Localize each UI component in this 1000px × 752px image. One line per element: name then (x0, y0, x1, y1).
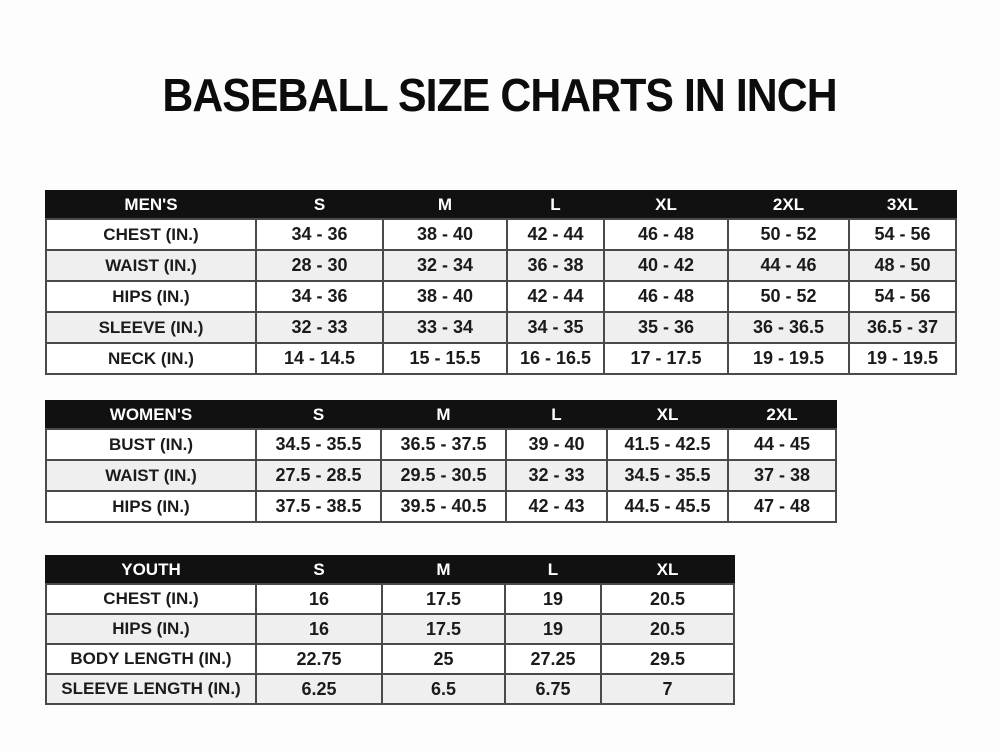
row-label: BUST (IN.) (46, 429, 256, 460)
size-value: 28 - 30 (256, 250, 383, 281)
table-row (46, 281, 956, 312)
size-value: 33 - 34 (383, 312, 507, 343)
size-value: 46 - 48 (604, 281, 728, 312)
size-value: 22.75 (256, 644, 382, 674)
size-value: 20.5 (601, 614, 734, 644)
row-label: CHEST (IN.) (46, 584, 256, 614)
row-label: SLEEVE LENGTH (IN.) (46, 674, 256, 704)
table-row (46, 644, 734, 674)
youth-size-header-l: L (505, 556, 601, 584)
size-value: 32 - 34 (383, 250, 507, 281)
size-value: 6.25 (256, 674, 382, 704)
row-label: CHEST (IN.) (46, 219, 256, 250)
size-value: 40 - 42 (604, 250, 728, 281)
mens-size-header-3xl: 3XL (849, 191, 956, 219)
mens-size-header-m: M (383, 191, 507, 219)
mens-header-row (46, 191, 956, 219)
table-row (46, 250, 956, 281)
youth-size-table (45, 555, 735, 705)
size-value: 7 (601, 674, 734, 704)
size-value: 16 (256, 584, 382, 614)
row-label: WAIST (IN.) (46, 460, 256, 491)
size-value: 42 - 43 (506, 491, 607, 522)
size-value: 36.5 - 37 (849, 312, 956, 343)
size-value: 25 (382, 644, 505, 674)
youth-size-header-s: S (256, 556, 382, 584)
size-value: 36.5 - 37.5 (381, 429, 506, 460)
size-value: 29.5 (601, 644, 734, 674)
size-value: 38 - 40 (383, 219, 507, 250)
table-row (46, 614, 734, 644)
size-value: 29.5 - 30.5 (381, 460, 506, 491)
table-row (46, 219, 956, 250)
size-value: 6.5 (382, 674, 505, 704)
size-value: 36 - 38 (507, 250, 604, 281)
table-row (46, 584, 734, 614)
size-value: 16 - 16.5 (507, 343, 604, 374)
row-label: HIPS (IN.) (46, 614, 256, 644)
size-value: 39 - 40 (506, 429, 607, 460)
size-value: 47 - 48 (728, 491, 836, 522)
size-value: 42 - 44 (507, 281, 604, 312)
size-value: 44.5 - 45.5 (607, 491, 728, 522)
size-value: 19 - 19.5 (728, 343, 849, 374)
size-value: 19 (505, 584, 601, 614)
size-value: 48 - 50 (849, 250, 956, 281)
womens-group-label: WOMEN'S (46, 401, 256, 429)
size-value: 50 - 52 (728, 219, 849, 250)
womens-size-header-l: L (506, 401, 607, 429)
size-value: 46 - 48 (604, 219, 728, 250)
page-title-wrap (0, 68, 1000, 122)
size-value: 27.25 (505, 644, 601, 674)
womens-header-row (46, 401, 836, 429)
size-value: 38 - 40 (383, 281, 507, 312)
table-row (46, 674, 734, 704)
size-value: 20.5 (601, 584, 734, 614)
table-row (46, 312, 956, 343)
table-row (46, 491, 836, 522)
youth-size-header-xl: XL (601, 556, 734, 584)
size-value: 19 (505, 614, 601, 644)
table-row (46, 460, 836, 491)
size-value: 34.5 - 35.5 (607, 460, 728, 491)
size-value: 34 - 36 (256, 219, 383, 250)
size-value: 54 - 56 (849, 281, 956, 312)
page-title: BASEBALL SIZE CHARTS IN INCH (162, 69, 838, 121)
size-value: 27.5 - 28.5 (256, 460, 381, 491)
mens-size-header-s: S (256, 191, 383, 219)
size-value: 37 - 38 (728, 460, 836, 491)
size-value: 17.5 (382, 614, 505, 644)
row-label: SLEEVE (IN.) (46, 312, 256, 343)
table-row (46, 343, 956, 374)
youth-group-label: YOUTH (46, 556, 256, 584)
size-value: 14 - 14.5 (256, 343, 383, 374)
womens-size-table (45, 400, 837, 523)
size-value: 50 - 52 (728, 281, 849, 312)
size-value: 19 - 19.5 (849, 343, 956, 374)
size-value: 34 - 36 (256, 281, 383, 312)
mens-size-header-l: L (507, 191, 604, 219)
row-label: BODY LENGTH (IN.) (46, 644, 256, 674)
size-value: 44 - 46 (728, 250, 849, 281)
mens-group-label: MEN'S (46, 191, 256, 219)
mens-size-table (45, 190, 957, 375)
size-value: 41.5 - 42.5 (607, 429, 728, 460)
size-value: 42 - 44 (507, 219, 604, 250)
row-label: HIPS (IN.) (46, 281, 256, 312)
size-value: 54 - 56 (849, 219, 956, 250)
size-value: 34.5 - 35.5 (256, 429, 381, 460)
row-label: HIPS (IN.) (46, 491, 256, 522)
size-value: 32 - 33 (506, 460, 607, 491)
womens-size-header-2xl: 2XL (728, 401, 836, 429)
size-value: 36 - 36.5 (728, 312, 849, 343)
youth-header-row (46, 556, 734, 584)
size-value: 35 - 36 (604, 312, 728, 343)
size-value: 34 - 35 (507, 312, 604, 343)
mens-size-header-xl: XL (604, 191, 728, 219)
size-value: 17 - 17.5 (604, 343, 728, 374)
size-value: 15 - 15.5 (383, 343, 507, 374)
size-value: 16 (256, 614, 382, 644)
womens-size-header-xl: XL (607, 401, 728, 429)
row-label: NECK (IN.) (46, 343, 256, 374)
youth-size-header-m: M (382, 556, 505, 584)
mens-size-header-2xl: 2XL (728, 191, 849, 219)
womens-size-header-s: S (256, 401, 381, 429)
size-value: 32 - 33 (256, 312, 383, 343)
table-row (46, 429, 836, 460)
size-value: 44 - 45 (728, 429, 836, 460)
row-label: WAIST (IN.) (46, 250, 256, 281)
womens-size-header-m: M (381, 401, 506, 429)
size-value: 37.5 - 38.5 (256, 491, 381, 522)
size-value: 6.75 (505, 674, 601, 704)
size-value: 17.5 (382, 584, 505, 614)
size-value: 39.5 - 40.5 (381, 491, 506, 522)
